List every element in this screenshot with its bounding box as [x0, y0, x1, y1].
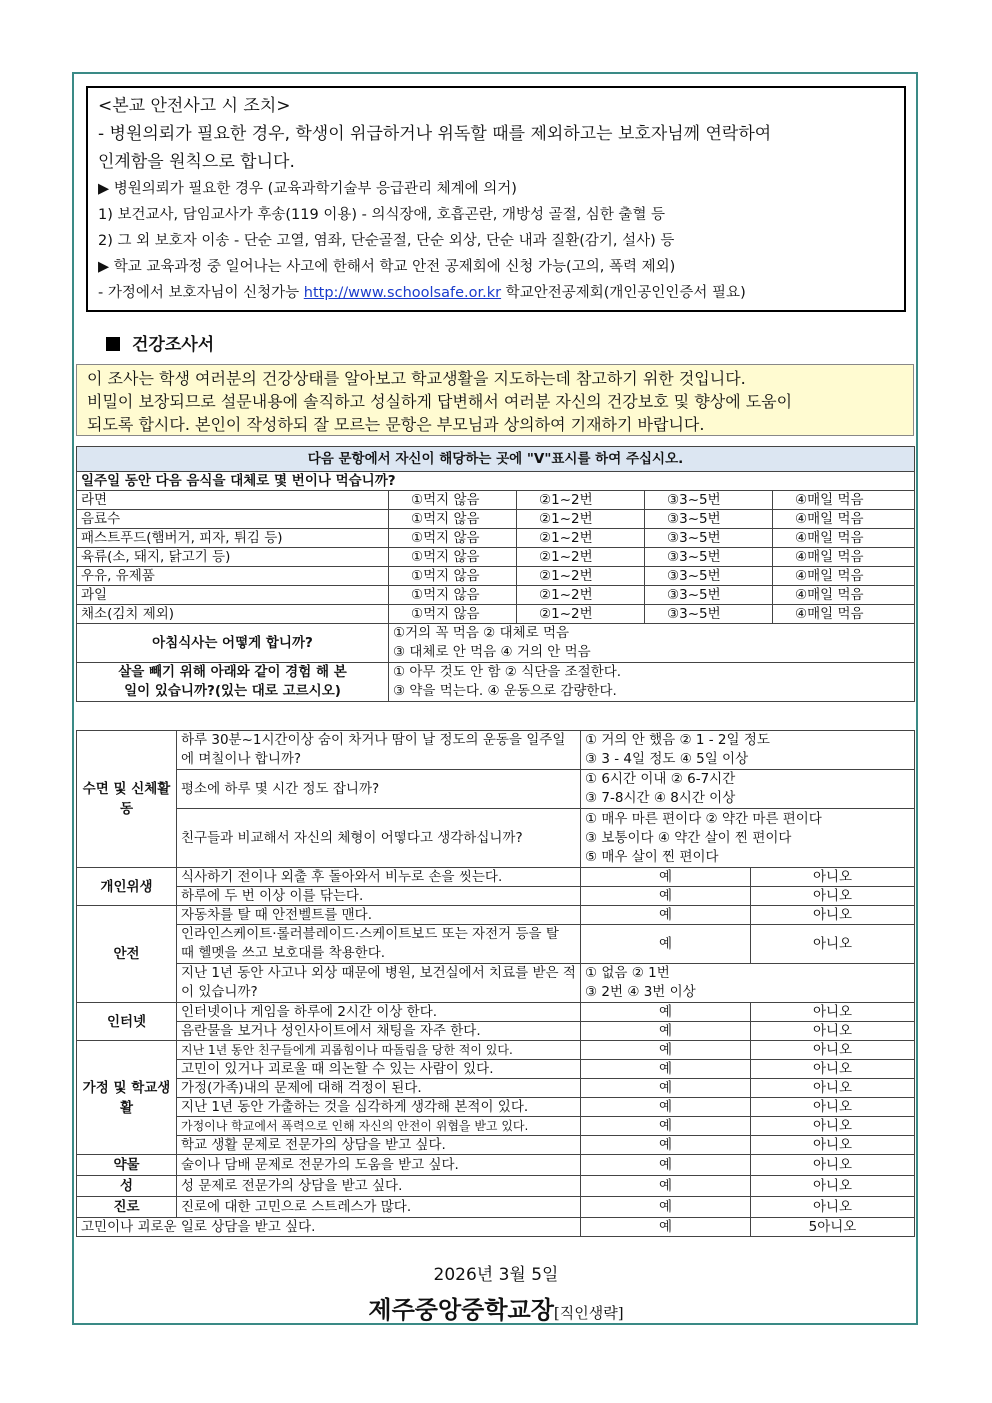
- square-bullet-icon: [106, 337, 120, 351]
- question-helmet: 인라인스케이트·롤러블레이드·스케이트보드 또는 자전거 등을 탈 때 헬멧을 쓰고 보호대를 착용한다.: [177, 925, 581, 964]
- answer-yes[interactable]: 예: [581, 1022, 751, 1041]
- answer-no[interactable]: 아니오: [751, 1079, 915, 1098]
- question-exercise: 하루 30분~1시간이상 숨이 차거나 땀이 날 정도의 운동을 일주일에 며칠이나 합니까?: [177, 731, 581, 770]
- option-line: ③ 대체로 안 먹음 ④ 거의 안 먹음: [393, 644, 591, 660]
- answer-no[interactable]: 아니오: [751, 1136, 915, 1155]
- answer-yes[interactable]: 예: [581, 1098, 751, 1117]
- food-option[interactable]: ②1~2번: [517, 491, 645, 510]
- body-type-options[interactable]: [581, 809, 915, 868]
- answer-no[interactable]: 5아니오: [751, 1218, 915, 1237]
- question-body-type: 친구들과 비교해서 자신의 체형이 어떻다고 생각하십니까?: [177, 809, 581, 868]
- food-item: 음료수: [77, 510, 389, 529]
- seal-note: [직인생략]: [553, 1304, 624, 1322]
- intro-line: 되도록 합시다. 본인이 작성하되 잘 모르는 문항은 부모님과 상의하여 기재하기 바랍니다.: [87, 415, 705, 434]
- food-option[interactable]: ③3~5번: [645, 605, 773, 624]
- option-line: ③ 약을 먹는다. ④ 운동으로 감량한다.: [393, 683, 617, 699]
- notice-line: 1) 보건교사, 담임교사가 후송(119 이용) - 의식장애, 호흡곤란, 개방성 골절, 심한 출혈 등: [98, 207, 666, 223]
- answer-no[interactable]: 아니오: [751, 906, 915, 925]
- category-safety: 안전: [77, 906, 177, 1003]
- notice-line: 2) 그 외 보호자 이송 - 단순 고열, 염좌, 단순골절, 단순 외상, 단순 내과 질환(감기, 설사) 등: [98, 233, 675, 249]
- option-line: ⑤ 매우 살이 찐 편이다: [585, 848, 719, 865]
- food-option[interactable]: ②1~2번: [517, 586, 645, 605]
- food-survey-table: [76, 446, 915, 702]
- food-option[interactable]: ①먹지 않음: [389, 491, 517, 510]
- question-injury: 지난 1년 동안 사고나 외상 때문에 병원, 보건실에서 치료를 받은 적이 있습니까?: [177, 964, 581, 1003]
- section-title-text: 건강조사서: [132, 335, 215, 355]
- answer-yes[interactable]: 예: [581, 1197, 751, 1218]
- food-option[interactable]: ③3~5번: [645, 567, 773, 586]
- answer-yes[interactable]: 예: [581, 1079, 751, 1098]
- answer-no[interactable]: 아니오: [751, 1176, 915, 1197]
- option-line: ① 거의 안 했음 ② 1 - 2일 정도: [585, 732, 770, 748]
- food-option[interactable]: ④매일 먹음: [773, 605, 915, 624]
- category-sleep: 수면 및 신체활동: [77, 731, 177, 868]
- notice-line: ▶ 병원의뢰가 필요한 경우 (교육과학기술부 응급관리 체계에 의거): [98, 181, 517, 197]
- category-hygiene: 개인위생: [77, 868, 177, 906]
- answer-no[interactable]: 아니오: [751, 1155, 915, 1176]
- schoolsafe-link[interactable]: http://www.schoolsafe.or.kr: [303, 285, 502, 301]
- option-line: ③ 보통이다 ④ 약간 살이 찐 편이다: [585, 829, 792, 846]
- category-family-school: 가정 및 학교생활: [77, 1041, 177, 1155]
- food-option[interactable]: ③3~5번: [645, 529, 773, 548]
- section-title: [106, 330, 214, 355]
- table-header: 다음 문항에서 자신이 해당하는 곳에 "V"표시를 하여 주십시오.: [77, 447, 915, 472]
- food-option[interactable]: ②1~2번: [517, 510, 645, 529]
- question-career-stress: 진로에 대한 고민으로 스트레스가 많다.: [177, 1197, 581, 1218]
- option-line: ③ 7-8시간 ④ 8시간 이상: [585, 790, 736, 806]
- health-survey-table: [76, 730, 915, 1237]
- option-line: ① 없음 ② 1번: [585, 965, 670, 981]
- food-option[interactable]: ②1~2번: [517, 567, 645, 586]
- question-substance: 술이나 담배 문제로 전문가의 도움을 받고 싶다.: [177, 1155, 581, 1176]
- notice-line: [98, 280, 894, 306]
- answer-yes[interactable]: 예: [581, 1218, 751, 1237]
- option-line: ①거의 꼭 먹음 ② 대체로 먹음: [393, 625, 570, 641]
- answer-no[interactable]: 아니오: [751, 1197, 915, 1218]
- question-seatbelt: 자동차를 탈 때 안전벨트를 맨다.: [177, 906, 581, 925]
- answer-yes[interactable]: 예: [581, 887, 751, 906]
- food-item: 패스트푸드(햄버거, 피자, 튀김 등): [77, 529, 389, 548]
- notice-line: - 병원의뢰가 필요한 경우, 학생이 위급하거나 위독할 때를 제외하고는 보호자님께 연락하여: [98, 124, 772, 144]
- survey-intro: [76, 364, 914, 436]
- category-sex: 성: [77, 1176, 177, 1197]
- option-line: ③ 2번 ④ 3번 이상: [585, 984, 696, 1000]
- notice-line: ▶ 학교 교육과정 중 일어나는 사고에 한해서 학교 안전 공제회에 신청 가능(고의, 폭력 제외): [98, 259, 676, 275]
- food-item: 채소(김치 제외): [77, 605, 389, 624]
- notice-text: 학교안전공제회(개인공인인증서 필요): [501, 285, 746, 301]
- safety-notice-box: [86, 86, 906, 312]
- food-option[interactable]: ①먹지 않음: [389, 529, 517, 548]
- diet-options[interactable]: [389, 663, 915, 702]
- food-option[interactable]: ③3~5번: [645, 548, 773, 567]
- food-item: 과일: [77, 586, 389, 605]
- answer-no[interactable]: 아니오: [751, 1098, 915, 1117]
- food-item: 우유, 유제품: [77, 567, 389, 586]
- food-option[interactable]: ④매일 먹음: [773, 548, 915, 567]
- breakfast-question: 아침식사는 어떻게 합니까?: [77, 624, 389, 663]
- answer-no[interactable]: 아니오: [751, 887, 915, 906]
- diet-question: [77, 663, 389, 702]
- notice-line: 인계함을 원칙으로 합니다.: [98, 152, 295, 172]
- question-confidant: 고민이 있거나 괴로울 때 의논할 수 있는 사람이 있다.: [177, 1060, 581, 1079]
- question-line: 일이 있습니까?(있는 대로 고르시오): [124, 683, 341, 699]
- answer-yes[interactable]: 예: [581, 1136, 751, 1155]
- food-option[interactable]: ①먹지 않음: [389, 586, 517, 605]
- answer-yes[interactable]: 예: [581, 1060, 751, 1079]
- document-date: 2026년 3월 5일: [433, 1265, 559, 1285]
- question-adult-content: 음란물을 보거나 성인사이트에서 채팅을 자주 한다.: [177, 1022, 581, 1041]
- question-bullying: 지난 1년 동안 친구들에게 괴롭힘이나 따돌림을 당한 적이 있다.: [177, 1041, 581, 1060]
- question-brush-teeth: 하루에 두 번 이상 이를 닦는다.: [177, 887, 581, 906]
- signature: [0, 1290, 992, 1325]
- question-family-worry: 가정(가족)내의 문제에 대해 걱정이 된다.: [177, 1079, 581, 1098]
- question-runaway: 지난 1년 동안 가출하는 것을 심각하게 생각해 본적이 있다.: [177, 1098, 581, 1117]
- question-line: 살을 빼기 위해 아래와 같이 경험 해 본: [118, 664, 347, 680]
- food-option[interactable]: ④매일 먹음: [773, 586, 915, 605]
- question-handwash: 식사하기 전이나 외출 후 돌아와서 비누로 손을 씻는다.: [177, 868, 581, 887]
- option-line: ① 6시간 이내 ② 6-7시간: [585, 771, 736, 787]
- food-option[interactable]: ①먹지 않음: [389, 510, 517, 529]
- answer-no[interactable]: 아니오: [751, 1022, 915, 1041]
- option-line: ③ 3 - 4일 정도 ④ 5일 이상: [585, 751, 749, 767]
- answer-no[interactable]: 아니오: [751, 1117, 915, 1136]
- answer-yes[interactable]: 예: [581, 1003, 751, 1022]
- question-gaming: 인터넷이나 게임을 하루에 2시간 이상 한다.: [177, 1003, 581, 1022]
- question-violence: 가정이나 학교에서 폭력으로 인해 자신의 안전이 위협을 받고 있다.: [177, 1117, 581, 1136]
- answer-yes[interactable]: 예: [581, 906, 751, 925]
- food-item: 라면: [77, 491, 389, 510]
- food-item: 육류(소, 돼지, 닭고기 등): [77, 548, 389, 567]
- food-option[interactable]: ④매일 먹음: [773, 529, 915, 548]
- option-line: ① 매우 마른 편이다 ② 약간 마른 편이다: [585, 810, 822, 827]
- category-internet: 인터넷: [77, 1003, 177, 1041]
- answer-yes[interactable]: 예: [581, 868, 751, 887]
- injury-options[interactable]: [581, 964, 915, 1003]
- food-option[interactable]: ③3~5번: [645, 491, 773, 510]
- answer-yes[interactable]: 예: [581, 925, 751, 964]
- food-option[interactable]: ③3~5번: [645, 510, 773, 529]
- question-sleep-hours: 평소에 하루 몇 시간 정도 잡니까?: [177, 770, 581, 809]
- answer-no[interactable]: 아니오: [751, 1003, 915, 1022]
- question-general-counseling: 고민이나 괴로운 일로 상담을 받고 싶다.: [77, 1218, 581, 1237]
- food-option[interactable]: ①먹지 않음: [389, 548, 517, 567]
- food-question: 일주일 동안 다음 음식을 대체로 몇 번이나 먹습니까?: [77, 472, 915, 491]
- food-option[interactable]: ②1~2번: [517, 529, 645, 548]
- sleep-options[interactable]: [581, 770, 915, 809]
- principal-name: 제주중앙중학교장: [368, 1295, 554, 1324]
- exercise-options[interactable]: [581, 731, 915, 770]
- notice-text: - 가정에서 보호자님이 신청가능: [98, 285, 304, 301]
- answer-no[interactable]: 아니오: [751, 868, 915, 887]
- food-option[interactable]: ①먹지 않음: [389, 605, 517, 624]
- food-option[interactable]: ①먹지 않음: [389, 567, 517, 586]
- intro-line: 이 조사는 학생 여러분의 건강상태를 알아보고 학교생활을 지도하는데 참고하기 위한 것입니다.: [87, 369, 746, 388]
- notice-title: <본교 안전사고 시 조치>: [98, 96, 291, 116]
- answer-yes[interactable]: 예: [581, 1041, 751, 1060]
- question-school-counseling: 학교 생활 문제로 전문가의 상담을 받고 싶다.: [177, 1136, 581, 1155]
- answer-yes[interactable]: 예: [581, 1155, 751, 1176]
- food-option[interactable]: ②1~2번: [517, 548, 645, 567]
- answer-no[interactable]: 아니오: [751, 925, 915, 964]
- intro-line: 비밀이 보장되므로 설문내용에 솔직하고 성실하게 답변해서 여러분 자신의 건강보호 및 향상에 도움이: [87, 392, 793, 411]
- question-sex-counseling: 성 문제로 전문가의 상담을 받고 싶다.: [177, 1176, 581, 1197]
- breakfast-options[interactable]: [389, 624, 915, 663]
- category-drug: 약물: [77, 1155, 177, 1176]
- food-option[interactable]: ④매일 먹음: [773, 510, 915, 529]
- food-option[interactable]: ④매일 먹음: [773, 567, 915, 586]
- answer-yes[interactable]: 예: [581, 1117, 751, 1136]
- answer-yes[interactable]: 예: [581, 1176, 751, 1197]
- answer-no[interactable]: 아니오: [751, 1060, 915, 1079]
- food-option[interactable]: ③3~5번: [645, 586, 773, 605]
- category-career: 진로: [77, 1197, 177, 1218]
- food-option[interactable]: ④매일 먹음: [773, 491, 915, 510]
- food-option[interactable]: ②1~2번: [517, 605, 645, 624]
- answer-no[interactable]: 아니오: [751, 1041, 915, 1060]
- option-line: ① 아무 것도 안 함 ② 식단을 조절한다.: [393, 664, 622, 680]
